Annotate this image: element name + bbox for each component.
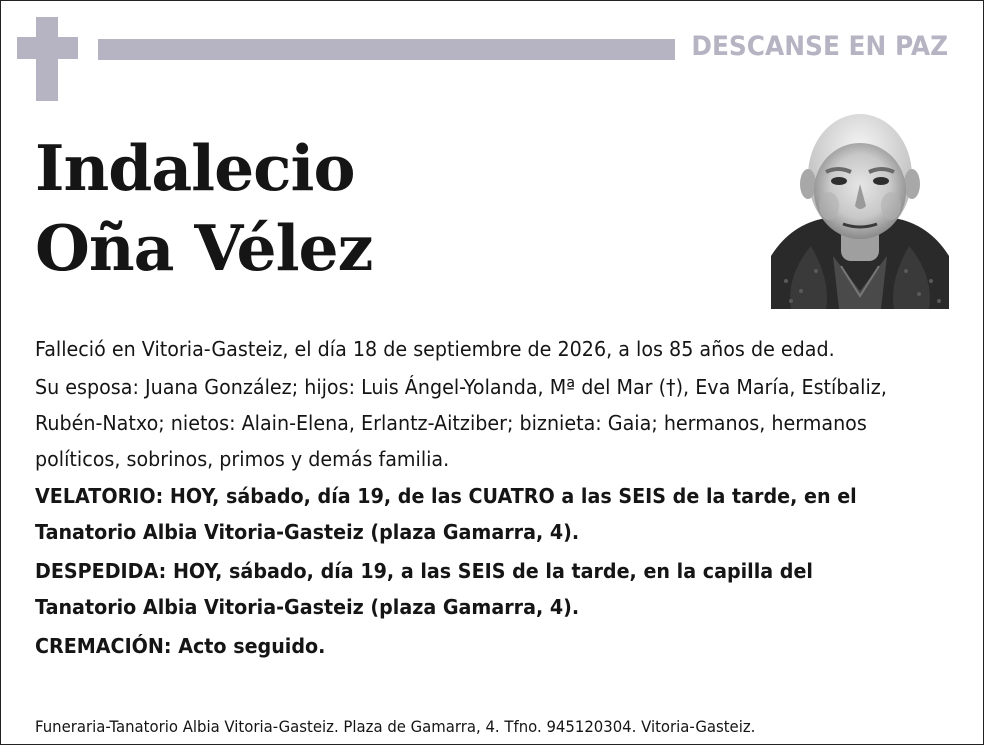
deceased-surnames: Oña Vélez — [35, 211, 373, 285]
velatorio-info: VELATORIO: HOY, sábado, día 19, de las CUATRO a las SEIS de la tarde, en el Tanatorio Albia Vitoria-Gasteiz (plaza Gamarra, 4). — [35, 484, 857, 544]
header-bar — [98, 39, 675, 60]
despedida-info: DESPEDIDA: HOY, sábado, día 19, a las SEIS de la tarde, en la capilla del Tanatorio Albia Vitoria-Gasteiz (plaza Gamarra, 4). — [35, 559, 813, 619]
header-title: DESCANSE EN PAZ — [691, 31, 948, 62]
cremacion-info: CREMACIÓN: Acto seguido. — [35, 634, 326, 658]
cross-icon-arm — [17, 37, 78, 59]
deceased-name — [35, 128, 372, 288]
death-announcement: Falleció en Vitoria-Gasteiz, el día 18 de septiembre de 2026, a los 85 años de edad. — [35, 337, 835, 361]
family-list: Su esposa: Juana González; hijos: Luis Ángel-Yolanda, Mª del Mar (†), Eva María, Estíbaliz, Rubén-Natxo; nietos: Alain-Elena, Erlantz-Aitziber; biznieta: Gaia; hermanos, hermanos políticos, sobrinos, primos y demás familia. — [35, 375, 887, 471]
deceased-first-name: Indalecio — [35, 131, 355, 205]
portrait-photo — [771, 106, 949, 309]
notice-body — [35, 331, 914, 664]
cross-icon — [36, 17, 58, 101]
portrait-image — [771, 106, 949, 309]
funeral-home-footer: Funeraria-Tanatorio Albia Vitoria-Gasteiz. Plaza de Gamarra, 4. Tfno. 945120304. Vitoria-Gasteiz. — [35, 717, 756, 736]
